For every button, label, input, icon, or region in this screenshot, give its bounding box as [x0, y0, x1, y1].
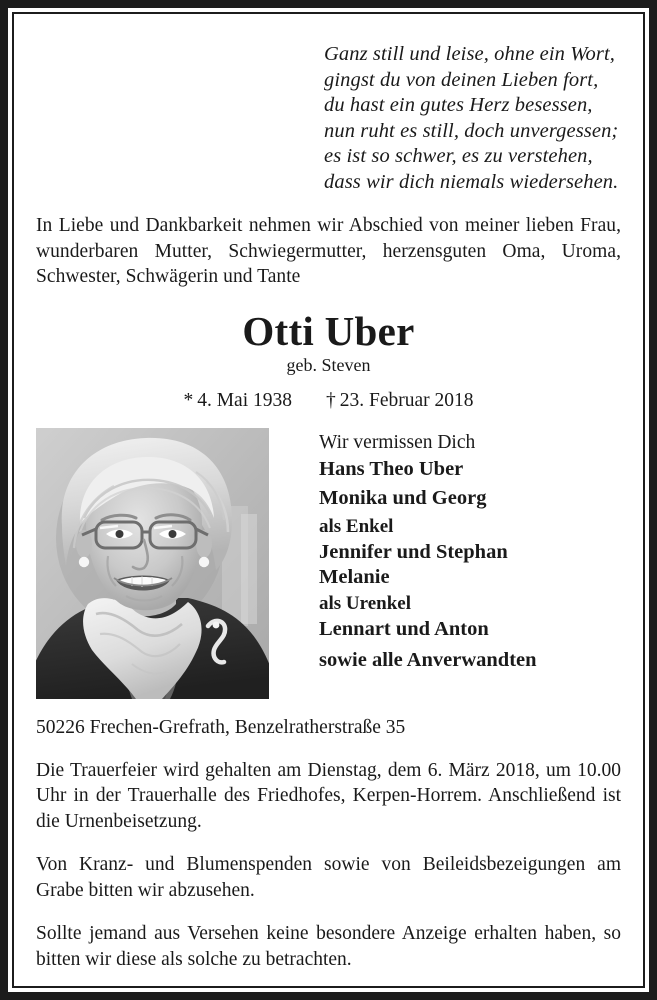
family-member: Jennifer und Stephan: [319, 540, 508, 563]
birth-star-icon: *: [183, 389, 194, 411]
general-notice-paragraph: Sollte jemand aus Versehen keine besondere Anzeige erhalten haben, so bitten wir diese als solche zu betrachten.: [36, 923, 621, 970]
address-line: 50226 Frechen-Grefrath, Benzelratherstraße 35: [36, 716, 406, 738]
death-cross-icon: †: [326, 389, 336, 411]
poem-line: dass wir dich niemals wiedersehen.: [324, 170, 619, 193]
deceased-name: Otti Uber: [242, 307, 415, 354]
photo-and-family-row: [36, 428, 621, 699]
birth-date: 4. Mai 1938: [197, 389, 292, 411]
missing-you-line: Wir vermissen Dich: [319, 431, 476, 453]
family-group-label: als Enkel: [319, 515, 394, 537]
deceased-name-block: [36, 308, 621, 413]
poem-line: nun ruht es still, doch unvergessen;: [324, 119, 619, 142]
portrait-illustration: [36, 428, 269, 699]
death-date-group: [326, 390, 474, 411]
frame-inner-border: [12, 12, 645, 988]
family-member: Monika und Georg: [319, 486, 487, 509]
deceased-photo: [36, 428, 269, 699]
memorial-poem: [36, 28, 621, 195]
family-member: Hans Theo Uber: [319, 457, 464, 480]
poem-line: Ganz still und leise, ohne ein Wort,: [324, 43, 615, 65]
death-date: 23. Februar 2018: [339, 389, 474, 411]
family-member: Melanie: [319, 565, 390, 588]
birth-date-group: [183, 390, 292, 411]
life-dates: [36, 389, 621, 413]
frame-white-gap: [8, 8, 649, 992]
family-list: [269, 428, 621, 675]
poem-line: du hast ein gutes Herz besessen,: [324, 94, 593, 116]
family-group-label: als Urenkel: [319, 592, 412, 614]
maiden-name: geb. Steven: [286, 354, 371, 375]
funeral-details-paragraph: Die Trauerfeier wird gehalten am Dienstag, dem 6. März 2018, um 10.00 Uhr in der Trauerhalle des Friedhofes, Kerpen-Horrem. Anschließend ist die Urnenbeisetzung.: [36, 759, 621, 832]
family-member: Lennart und Anton: [319, 617, 489, 640]
notice-content: [14, 14, 643, 986]
poem-line: gingst du von deinen Lieben fort,: [324, 68, 599, 91]
no-flowers-paragraph: Von Kranz- und Blumenspenden sowie von Beileidsbezeigungen am Grabe bitten wir abzusehen.: [36, 854, 621, 901]
family-closing-line: sowie alle Anverwandten: [319, 648, 537, 671]
introduction-text: In Liebe und Dankbarkeit nehmen wir Abschied von meiner lieben Frau, wunderbaren Mutter, Schwiegermutter, herzensguten Oma, Uroma, Schwester, Schwägerin und Tante: [36, 215, 621, 287]
poem-line: es ist so schwer, es zu verstehen,: [324, 145, 593, 167]
